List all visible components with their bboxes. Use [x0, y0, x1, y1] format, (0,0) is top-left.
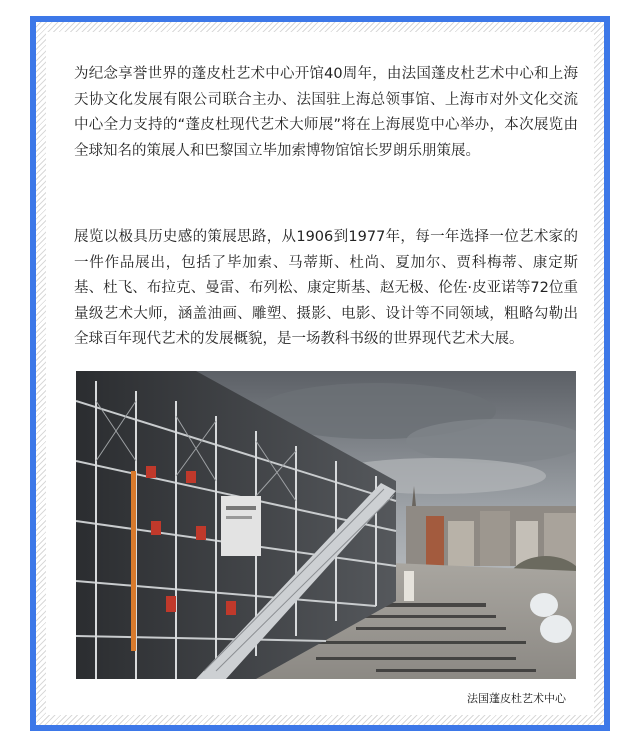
exhibition-paragraph: 展览以极具历史感的策展思路，从1906到1977年，每一年选择一位艺术家的一件作品展出，包括了毕加索、马蒂斯、杜尚、夏加尔、贾科梅蒂、康定斯基、杜飞、布拉克、曼雷、布列松、康定斯基、赵无极、伦佐·皮亚诺等72位重量级艺术大师，涵盖油画、雕塑、摄影、电影、设计等不同领域，粗略勾勒出全球百年现代艺术的发展概貌，是一场教科书级的世界现代艺术大展。 [74, 229, 578, 347]
photo-caption: 法国蓬皮杜艺术中心 [467, 692, 566, 705]
intro-paragraph: 为纪念享誉世界的蓬皮杜艺术中心开馆40周年，由法国蓬皮杜艺术中心和上海天协文化发展有限公司联合主办、法国驻上海总领事馆、上海市对外文化交流中心全力支持的“蓬皮杜现代艺术大师展”将在上海展览中心举办，本次展览由全球知名的策展人和巴黎国立毕加索博物馆馆长罗朗乐朋策展。 [74, 66, 578, 159]
article-frame [30, 16, 610, 731]
article-content [46, 32, 594, 715]
centre-pompidou-photo [76, 371, 576, 679]
